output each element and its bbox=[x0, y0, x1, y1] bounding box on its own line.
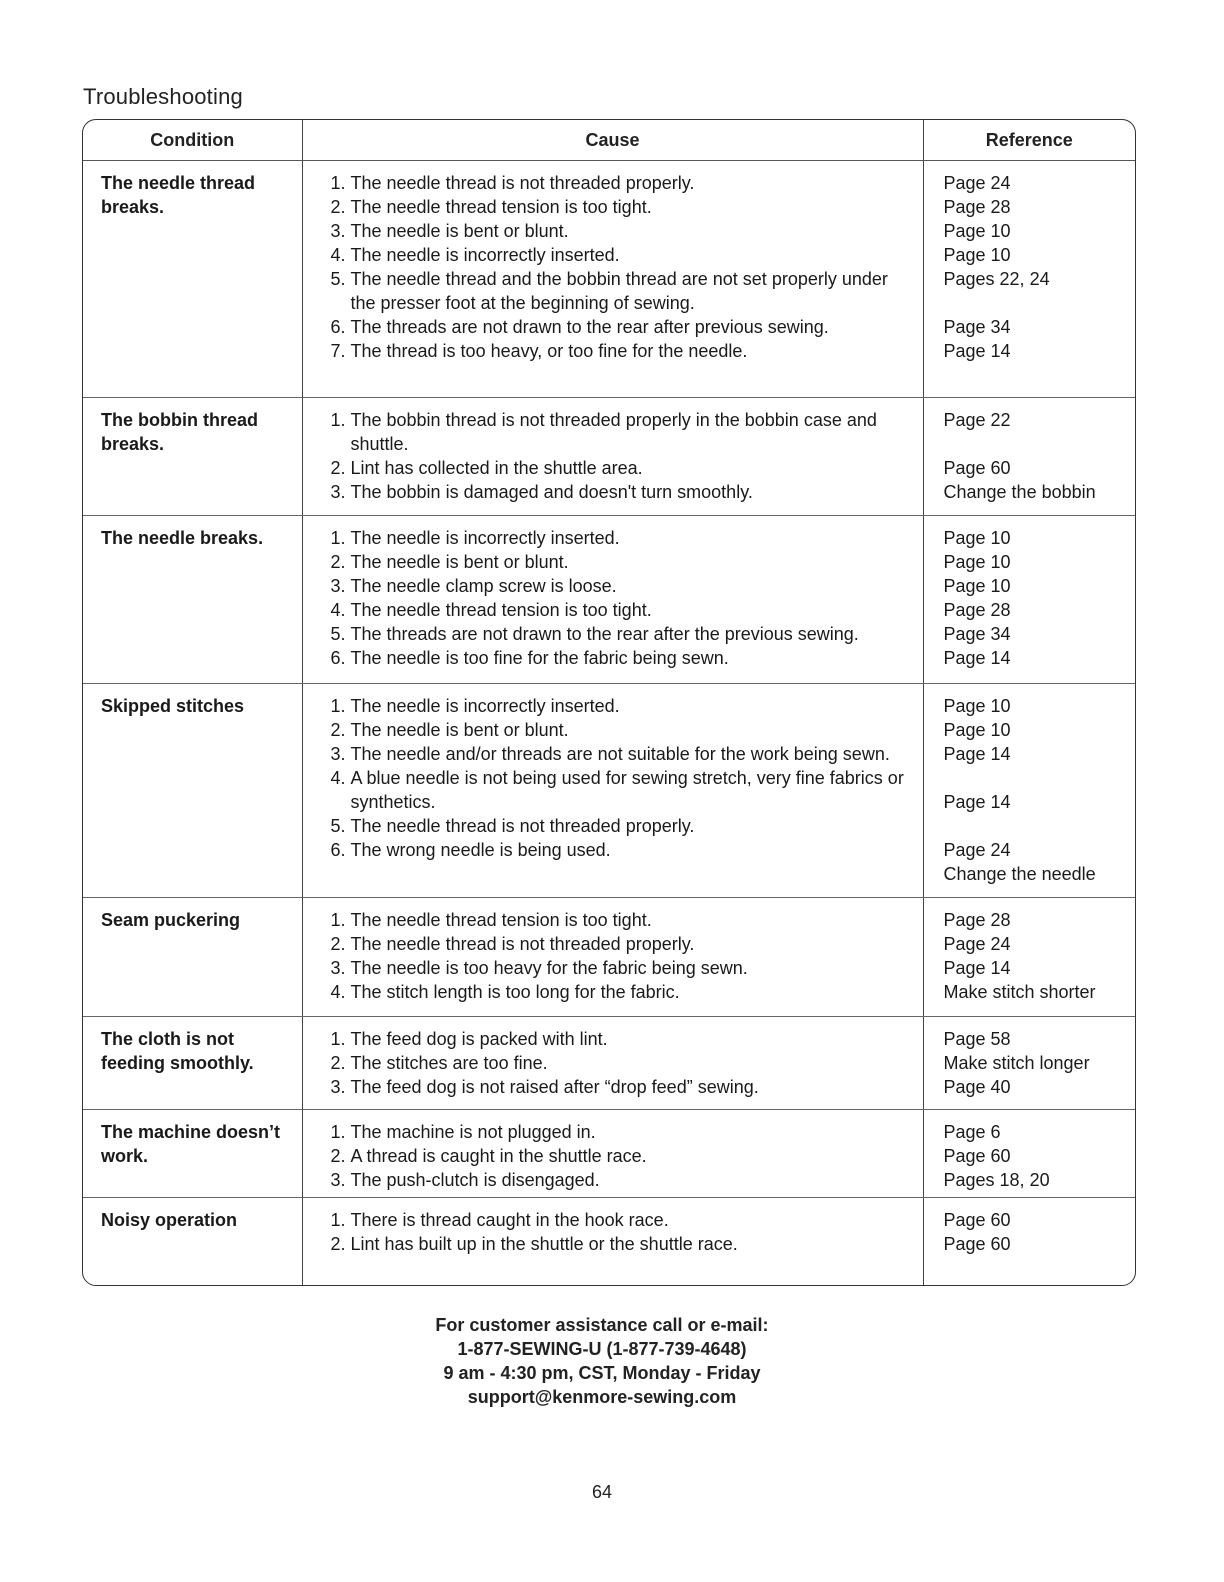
condition-cell: The cloth is not feeding smoothly. bbox=[83, 1017, 302, 1110]
table-row bbox=[83, 1017, 1135, 1110]
cause-cell bbox=[302, 516, 923, 684]
reference-item: Page 10 bbox=[943, 696, 1011, 716]
reference-item: Page 10 bbox=[943, 221, 1011, 241]
cause-cell bbox=[302, 1198, 923, 1287]
table-row bbox=[83, 161, 1135, 398]
reference-item: Page 14 bbox=[943, 648, 1011, 668]
condition-cell: The needle thread breaks. bbox=[83, 161, 302, 398]
reference-item: Page 24 bbox=[943, 840, 1011, 860]
reference-item: Page 60 bbox=[943, 1210, 1011, 1230]
cause-item: 4. The stitch length is too long for the fabric. bbox=[351, 980, 915, 1004]
table-row bbox=[83, 398, 1135, 516]
cause-item: 2. Lint has collected in the shuttle area. bbox=[351, 456, 915, 480]
contact-heading: For customer assistance call or e-mail: bbox=[435, 1315, 769, 1335]
reference-cell bbox=[923, 1110, 1135, 1198]
cause-item: 1. The needle is incorrectly inserted. bbox=[351, 694, 915, 718]
reference-cell bbox=[923, 161, 1135, 398]
reference-item: Make stitch longer bbox=[943, 1053, 1090, 1073]
header-reference: Reference bbox=[923, 120, 1135, 161]
reference-item: Page 60 bbox=[943, 1146, 1011, 1166]
cause-item: 1. The needle is incorrectly inserted. bbox=[351, 526, 915, 550]
reference-item: Page 58 bbox=[943, 1029, 1011, 1049]
cause-cell bbox=[302, 1017, 923, 1110]
reference-item: Page 60 bbox=[943, 458, 1011, 478]
cause-item: 2. The needle thread is not threaded properly. bbox=[351, 932, 915, 956]
condition-cell: Skipped stitches bbox=[83, 684, 302, 898]
cause-item: 1. The needle thread tension is too tight. bbox=[351, 908, 915, 932]
cause-item: 3. The needle is bent or blunt. bbox=[351, 219, 915, 243]
cause-item: 3. The needle and/or threads are not suitable for the work being sewn. bbox=[351, 742, 915, 766]
reference-item: Page 14 bbox=[943, 792, 1011, 812]
cause-item: 1. There is thread caught in the hook race. bbox=[351, 1208, 915, 1232]
table-header-row bbox=[83, 120, 1135, 161]
reference-item: Page 10 bbox=[943, 576, 1011, 596]
reference-item: Page 10 bbox=[943, 528, 1011, 548]
contact-phone: 1-877-SEWING-U (1-877-739-4648) bbox=[457, 1339, 747, 1359]
cause-item: 4. The needle is incorrectly inserted. bbox=[351, 243, 915, 267]
cause-item: 1. The bobbin thread is not threaded properly in the bobbin case and shuttle. bbox=[351, 408, 915, 456]
table-row bbox=[83, 1198, 1135, 1287]
cause-item: 3. The bobbin is damaged and doesn't turn smoothly. bbox=[351, 480, 915, 504]
reference-item: Page 60 bbox=[943, 1234, 1011, 1254]
cause-item: 5. The needle thread is not threaded properly. bbox=[351, 814, 915, 838]
condition-cell: Noisy operation bbox=[101, 1210, 238, 1230]
page-title: Troubleshooting bbox=[83, 84, 243, 109]
cause-item: 4. A blue needle is not being used for sewing stretch, very fine fabrics or synthetics. bbox=[351, 766, 915, 814]
reference-cell bbox=[923, 1017, 1135, 1110]
table-row bbox=[83, 898, 1135, 1017]
cause-item: 2. The needle is bent or blunt. bbox=[351, 550, 915, 574]
cause-item: 1. The machine is not plugged in. bbox=[351, 1120, 915, 1144]
reference-cell bbox=[923, 516, 1135, 684]
reference-item: Page 24 bbox=[943, 934, 1011, 954]
table-row bbox=[83, 516, 1135, 684]
cause-item: 2. A thread is caught in the shuttle race. bbox=[351, 1144, 915, 1168]
table-row bbox=[83, 684, 1135, 898]
reference-item: Page 34 bbox=[943, 624, 1011, 644]
reference-cell bbox=[923, 1198, 1135, 1287]
reference-item: Change the bobbin bbox=[943, 482, 1096, 502]
cause-item: 6. The threads are not drawn to the rear after previous sewing. bbox=[351, 315, 915, 339]
reference-cell bbox=[923, 398, 1135, 516]
cause-cell bbox=[302, 1110, 923, 1198]
cause-item: 4. The needle thread tension is too tight. bbox=[351, 598, 915, 622]
customer-assistance-block bbox=[0, 1313, 1204, 1409]
cause-item: 5. The threads are not drawn to the rear after the previous sewing. bbox=[351, 622, 915, 646]
cause-cell bbox=[302, 398, 923, 516]
reference-item: Pages 18, 20 bbox=[943, 1170, 1050, 1190]
reference-item: Page 10 bbox=[943, 720, 1011, 740]
reference-item: Page 28 bbox=[943, 910, 1011, 930]
reference-item: Page 40 bbox=[943, 1077, 1011, 1097]
reference-item: Page 28 bbox=[943, 600, 1011, 620]
cause-cell bbox=[302, 161, 923, 398]
cause-item: 5. The needle thread and the bobbin thread are not set properly under the presser foot at the beginning of sewing. bbox=[351, 267, 915, 315]
header-condition: Condition bbox=[83, 120, 302, 161]
contact-email[interactable]: support@kenmore-sewing.com bbox=[467, 1387, 737, 1407]
cause-item: 2. The needle is bent or blunt. bbox=[351, 718, 915, 742]
cause-cell bbox=[302, 684, 923, 898]
reference-item: Page 28 bbox=[943, 197, 1011, 217]
cause-item: 6. The needle is too fine for the fabric being sewn. bbox=[351, 646, 915, 670]
troubleshooting-table-frame bbox=[82, 119, 1136, 1286]
table-row bbox=[83, 1110, 1135, 1198]
reference-cell bbox=[923, 684, 1135, 898]
reference-item: Page 14 bbox=[943, 341, 1011, 361]
reference-item: Page 14 bbox=[943, 744, 1011, 764]
cause-item: 2. Lint has built up in the shuttle or the shuttle race. bbox=[351, 1232, 915, 1256]
contact-hours: 9 am - 4:30 pm, CST, Monday - Friday bbox=[443, 1363, 761, 1383]
header-cause: Cause bbox=[302, 120, 923, 161]
page-number: 64 bbox=[591, 1482, 613, 1502]
reference-item: Page 10 bbox=[943, 552, 1011, 572]
cause-item: 3. The needle is too heavy for the fabric being sewn. bbox=[351, 956, 915, 980]
cause-item: 1. The needle thread is not threaded properly. bbox=[351, 171, 915, 195]
reference-item: Pages 22, 24 bbox=[943, 269, 1050, 289]
cause-item: 2. The needle thread tension is too tight. bbox=[351, 195, 915, 219]
reference-item: Page 34 bbox=[943, 317, 1011, 337]
reference-item: Page 24 bbox=[943, 173, 1011, 193]
reference-cell bbox=[923, 898, 1135, 1017]
reference-item: Page 22 bbox=[943, 410, 1011, 430]
condition-cell: The bobbin thread breaks. bbox=[83, 398, 302, 516]
reference-item: Make stitch shorter bbox=[943, 982, 1096, 1002]
condition-cell: Seam puckering bbox=[83, 898, 302, 1017]
troubleshooting-table bbox=[83, 120, 1135, 1286]
cause-item: 3. The push-clutch is disengaged. bbox=[351, 1168, 915, 1192]
cause-cell bbox=[302, 898, 923, 1017]
cause-item: 1. The feed dog is packed with lint. bbox=[351, 1027, 915, 1051]
reference-item: Page 6 bbox=[943, 1122, 1001, 1142]
condition-cell: The machine doesn’t work. bbox=[83, 1110, 302, 1198]
reference-item: Change the needle bbox=[943, 864, 1096, 884]
reference-item: Page 10 bbox=[943, 245, 1011, 265]
cause-item: 6. The wrong needle is being used. bbox=[351, 838, 915, 862]
cause-item: 3. The feed dog is not raised after “drop feed” sewing. bbox=[351, 1075, 915, 1099]
reference-item: Page 14 bbox=[943, 958, 1011, 978]
cause-item: 3. The needle clamp screw is loose. bbox=[351, 574, 915, 598]
cause-item: 2. The stitches are too fine. bbox=[351, 1051, 915, 1075]
condition-cell: The needle breaks. bbox=[83, 516, 302, 684]
cause-item: 7. The thread is too heavy, or too fine for the needle. bbox=[351, 339, 915, 363]
